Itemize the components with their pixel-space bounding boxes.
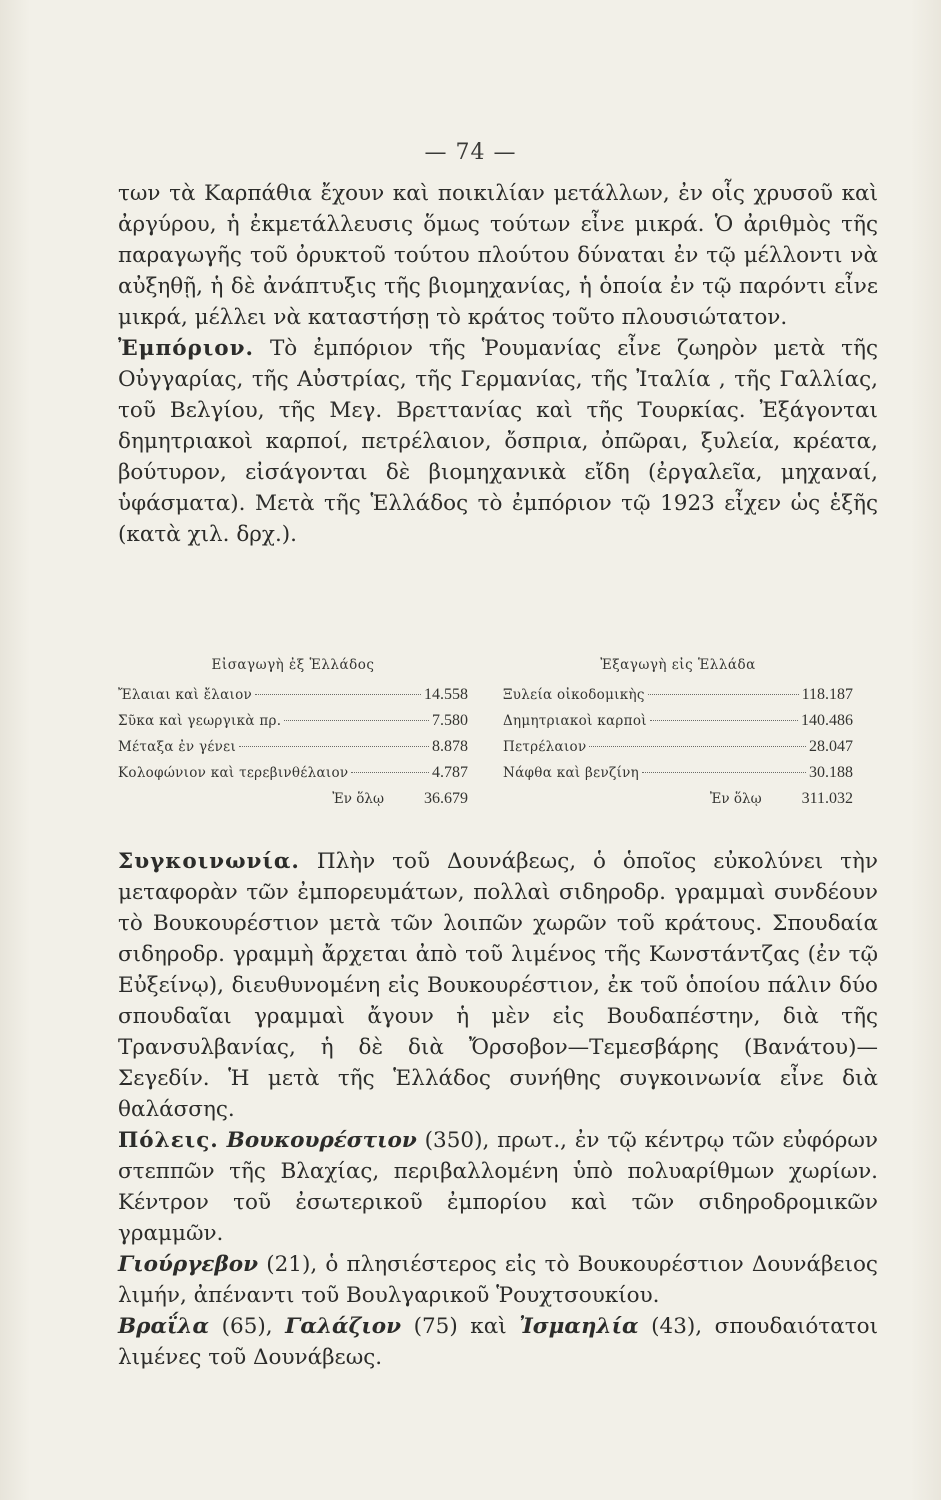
city-text-ismail: (43), σπουδαιότατοι λιμένες τοῦ Δουνάβεως. xyxy=(118,1314,879,1370)
total-label: Ἐν ὅλῳ xyxy=(709,791,762,807)
commerce-paragraph xyxy=(118,333,878,550)
intro-text: των τὰ Καρπάθια ἔχουν καὶ ποικιλίαν μετάλλων, ἐν οἷς χρυσοῦ καὶ ἀργύρου, ἡ ἐκμετάλλευσις ὅμως τούτων εἶνε μικρά. Ὁ ἀριθμὸς τῆς παραγωγῆς τοῦ ὀρυκτοῦ τούτου πλούτου δύναται ἐν τῷ μέλλοντι νὰ αὐξηθῇ, ἡ δὲ ἀνάπτυξις τῆς βιομηχανίας, ἡ ὁποία ἐν τῷ παρόντι εἶνε μικρά, μέλλει νὰ καταστήσῃ τὸ κράτος τοῦτο πλουσιώτατον. xyxy=(118,181,878,330)
row-label: Ξυλεία οἰκοδομικὴς xyxy=(503,687,645,703)
row-value: 140.486 xyxy=(801,712,853,729)
row-value: 30.188 xyxy=(809,764,853,781)
giurgiu-paragraph xyxy=(118,1249,878,1311)
cities-heading: Πόλεις. xyxy=(118,1128,219,1153)
row-label: Μέταξα ἐν γένει xyxy=(118,739,237,755)
city-name-giurgiu: Γιούργεβον xyxy=(118,1252,259,1277)
row-value: 28.047 xyxy=(809,738,853,755)
table-row xyxy=(503,734,853,760)
total-label: Ἐν ὅλῳ xyxy=(332,791,384,807)
city-text-galati: (75) καὶ xyxy=(413,1314,507,1339)
total-value: 36.679 xyxy=(424,790,468,807)
ports-paragraph xyxy=(118,1311,878,1373)
city-text-braila: (65), xyxy=(221,1314,273,1339)
commerce-heading: Ἐμπόριον. xyxy=(118,336,254,361)
intro-paragraph xyxy=(118,178,878,333)
table-row xyxy=(118,708,468,734)
exports-total-row xyxy=(503,786,853,812)
city-text-giurgiu: (21), ὁ πλησιέστερος εἰς τὸ Βουκουρέστιον Δουνάβειος λιμήν, ἀπέναντι τοῦ Βουλγαρικοῦ Ῥουχτσουκίου. xyxy=(118,1252,878,1308)
exports-title: Ἐξαγωγὴ εἰς Ἑλλάδα xyxy=(600,657,756,673)
row-label: Κολοφώνιον καὶ τερεβινθέλαιον xyxy=(118,765,349,781)
leader-dots xyxy=(239,746,429,747)
row-label: Δημητριακοὶ καρποὶ xyxy=(503,713,647,729)
row-value: 14.558 xyxy=(424,686,468,703)
communications-text: Πλὴν τοῦ Δουνάβεως, ὁ ὁποῖος εὐκολύνει τὴν μεταφορὰν τῶν ἐμπορευμάτων, πολλαὶ σιδηροδρ. γραμμαὶ συνδέουν τὸ Βουκουρέστιον μετὰ τῶν λοιπῶν χωρῶν τοῦ κράτους. Σπουδαία σιδηροδρ. γραμμὴ ἄρχεται ἀπὸ τοῦ λιμένος τῆς Κωνστάντζας (ἐν τῷ Εὐξείνῳ), διευθυνομένη εἰς Βουκουρέστιον, ἐκ τοῦ ὁποίου πάλιν δύο σπουδαῖαι γραμμαὶ ἄγουν ἡ μὲν εἰς Βουδαπέστην, διὰ τῆς Τρανσυλβανίας, ἡ δὲ διὰ Ὄρσοβον—Τεμεσβάρης (Βανάτου)—Σεγεδίν. Ἡ μετὰ τῆς Ἑλλάδος συνήθης συγκοινωνία εἶνε διὰ θαλάσσης. xyxy=(118,849,878,1122)
row-label: Σῦκα καὶ γεωργικὰ πρ. xyxy=(118,713,282,729)
row-label: Ἔλαιαι καὶ ἔλαιον xyxy=(118,687,253,703)
row-value: 118.187 xyxy=(801,686,853,703)
row-value: 4.787 xyxy=(432,764,468,781)
city-name-ismail: Ἰσμαηλία xyxy=(519,1314,639,1339)
table-row xyxy=(503,682,853,708)
leader-dots xyxy=(284,720,429,721)
leader-dots xyxy=(589,746,806,747)
table-row xyxy=(118,760,468,786)
communications-heading: Συγκοινωνία. xyxy=(118,849,300,874)
page-number: — 74 — xyxy=(424,140,517,165)
imports-title: Εἰσαγωγὴ ἐξ Ἑλλάδος xyxy=(211,657,375,673)
row-label: Νάφθα καὶ βενζίνη xyxy=(503,765,640,781)
exports-table xyxy=(503,652,853,812)
text-block-upper xyxy=(118,178,878,550)
leader-dots xyxy=(351,772,429,773)
row-label: Πετρέλαιον xyxy=(503,739,587,755)
city-text-bucharest: (350), πρωτ., ἐν τῷ κέντρῳ τῶν εὐφόρων στεππῶν τῆς Βλαχίας, περιβαλλομένη ὑπὸ πολυαρίθμων χωρίων. Κέντρον τοῦ ἐσωτερικοῦ ἐμπορίου καὶ τῶν σιδηροδρομικῶν γραμμῶν. xyxy=(118,1128,878,1246)
leader-dots xyxy=(650,720,798,721)
imports-total-row xyxy=(118,786,468,812)
text-block-lower xyxy=(118,846,878,1373)
table-row xyxy=(503,708,853,734)
city-name-galati: Γαλάζιον xyxy=(285,1314,401,1339)
communications-paragraph xyxy=(118,846,878,1125)
trade-tables xyxy=(118,652,878,822)
row-value: 8.878 xyxy=(432,738,468,755)
cities-paragraph xyxy=(118,1125,878,1249)
table-row xyxy=(118,734,468,760)
table-row xyxy=(118,682,468,708)
total-value: 311.032 xyxy=(801,790,853,807)
imports-table xyxy=(118,652,468,812)
leader-dots xyxy=(642,772,806,773)
commerce-text: Τὸ ἐμπόριον τῆς Ῥουμανίας εἶνε ζωηρὸν μετὰ τῆς Οὐγγαρίας, τῆς Αὐστρίας, τῆς Γερμανίας, τῆς Ἰταλία , τῆς Γαλλίας, τοῦ Βελγίου, τῆς Μεγ. Βρεττανίας καὶ τῆς Τουρκίας. Ἐξάγονται δημητριακοὶ καρποί, πετρέλαιον, ὄσπρια, ὀπῶραι, ξυλεία, κρέατα, βούτυρον, εἰσάγονται δὲ βιομηχανικὰ εἴδη (ἐργαλεῖα, μηχαναί, ὑφάσματα). Μετὰ τῆς Ἑλλάδος τὸ ἐμπόριον τῷ 1923 εἶχεν ὡς ἑξῆς (κατὰ χιλ. δρχ.). xyxy=(118,336,878,547)
leader-dots xyxy=(255,694,421,695)
city-name-braila: Βραΐλα xyxy=(118,1314,210,1339)
table-row xyxy=(503,760,853,786)
row-value: 7.580 xyxy=(432,712,468,729)
city-name-bucharest: Βουκουρέστιον xyxy=(226,1128,417,1153)
leader-dots xyxy=(648,694,799,695)
